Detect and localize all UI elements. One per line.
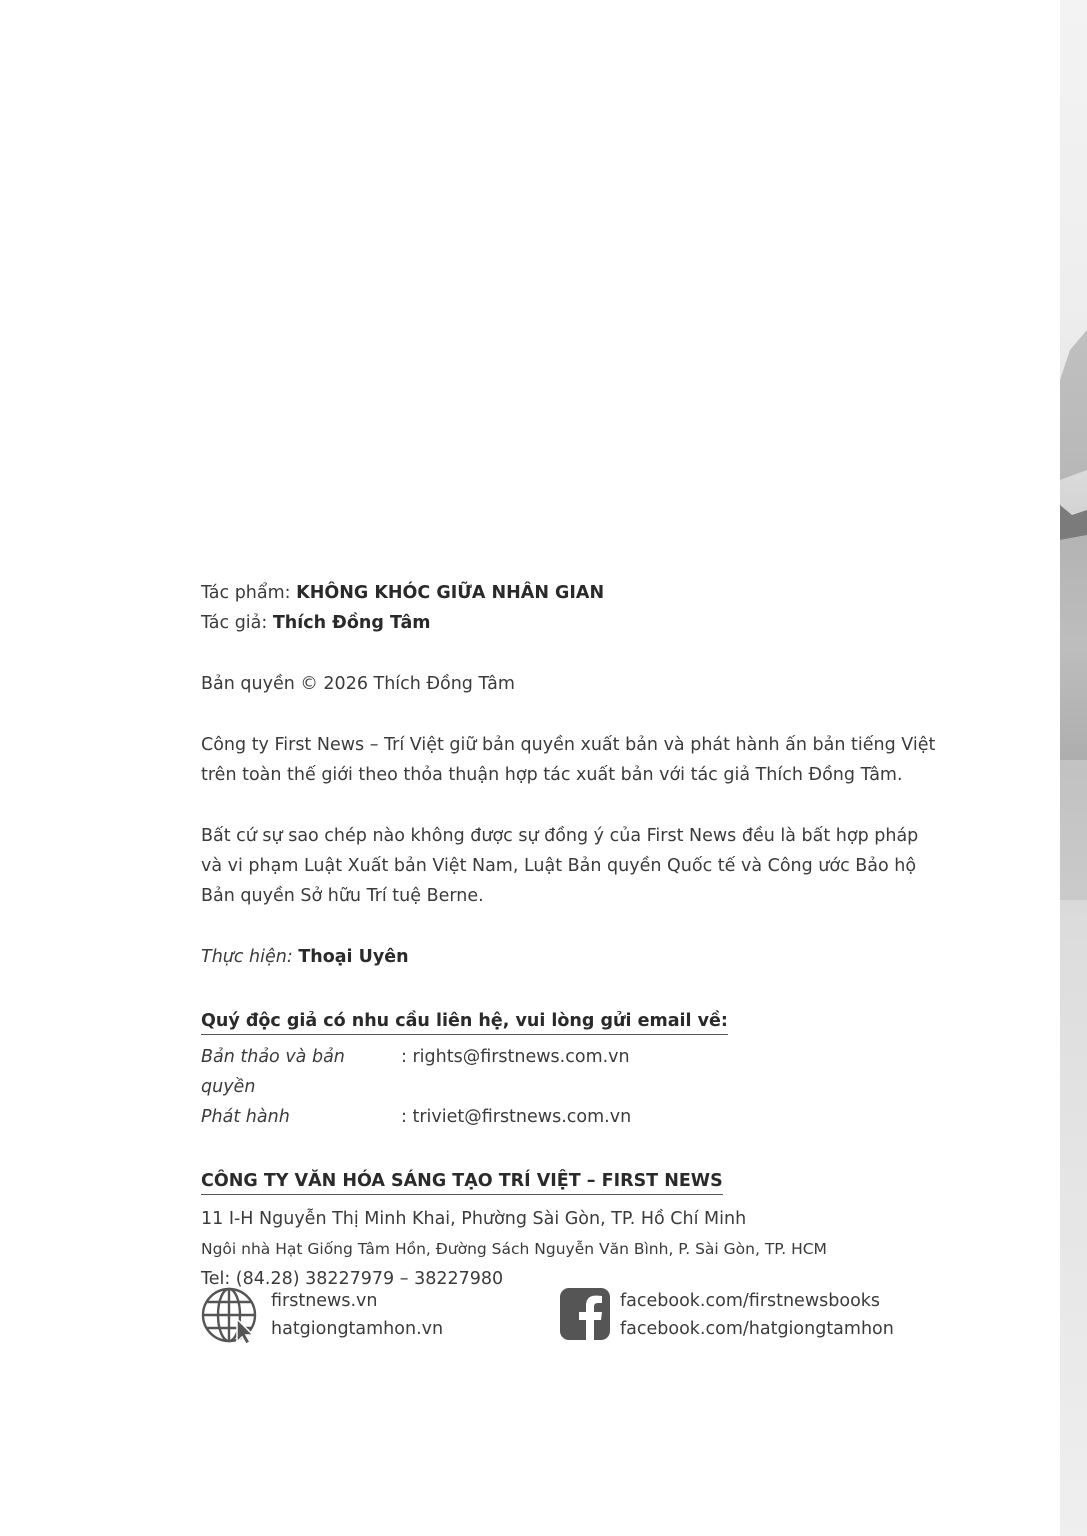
contact-email[interactable]: : triviet@firstnews.com.vn bbox=[401, 1107, 632, 1127]
contact-label: Bản thảo và bản quyền bbox=[201, 1047, 345, 1097]
warning-line-3: Bản quyền Sở hữu Trí tuệ Berne. bbox=[201, 886, 484, 906]
website-link[interactable]: firstnews.vn bbox=[271, 1291, 378, 1311]
author-label: Tác giả: bbox=[201, 613, 273, 633]
copyright-page-text bbox=[201, 578, 936, 1294]
company-address: 11 I-H Nguyễn Thị Minh Khai, Phường Sài Gòn, TP. Hồ Chí Minh bbox=[201, 1209, 747, 1229]
facebook-group bbox=[560, 1286, 894, 1343]
producer-name: Thoại Uyên bbox=[298, 947, 409, 967]
globe-cursor-icon bbox=[201, 1286, 259, 1344]
web-links bbox=[201, 1286, 921, 1346]
company-heading: CÔNG TY VĂN HÓA SÁNG TẠO TRÍ VIỆT – FIRST NEWS bbox=[201, 1168, 723, 1195]
producer-line bbox=[201, 942, 921, 972]
website-group bbox=[201, 1286, 443, 1344]
author-name: Thích Đồng Tâm bbox=[272, 613, 431, 633]
contact-row bbox=[201, 1042, 921, 1102]
cover-edge-image bbox=[1060, 0, 1087, 1536]
contact-label: Phát hành bbox=[201, 1107, 290, 1127]
facebook-link[interactable]: facebook.com/firstnewsbooks bbox=[620, 1291, 881, 1311]
work-line bbox=[201, 578, 921, 608]
company-tel: Tel: (84.28) 38227979 – 38227980 bbox=[201, 1269, 504, 1289]
rights-line-2: trên toàn thế giới theo thỏa thuận hợp tác xuất bản với tác giả Thích Đồng Tâm. bbox=[201, 765, 903, 785]
warning-line-1: Bất cứ sự sao chép nào không được sự đồng ý của First News đều là bất hợp pháp bbox=[201, 826, 919, 846]
author-line bbox=[201, 608, 921, 638]
facebook-icon bbox=[560, 1286, 610, 1340]
work-title: KHÔNG KHÓC GIỮA NHÂN GIAN bbox=[296, 583, 605, 603]
rights-line-1: Công ty First News – Trí Việt giữ bản quyền xuất bản và phát hành ấn bản tiếng Việt bbox=[201, 735, 936, 755]
copyright-line: Bản quyền © 2026 Thích Đồng Tâm bbox=[201, 674, 515, 694]
contact-heading: Quý độc giả có nhu cầu liên hệ, vui lòng gửi email về: bbox=[201, 1008, 728, 1035]
work-label: Tác phẩm: bbox=[201, 583, 297, 603]
producer-label: Thực hiện: bbox=[201, 947, 299, 967]
facebook-link[interactable]: facebook.com/hatgiongtamhon bbox=[620, 1319, 894, 1339]
contact-row bbox=[201, 1102, 921, 1132]
company-bookstore: Ngôi nhà Hạt Giống Tâm Hồn, Đường Sách Nguyễn Văn Bình, P. Sài Gòn, TP. HCM bbox=[201, 1240, 827, 1258]
website-link[interactable]: hatgiongtamhon.vn bbox=[271, 1319, 444, 1339]
contact-email[interactable]: : rights@firstnews.com.vn bbox=[401, 1047, 630, 1067]
warning-line-2: và vi phạm Luật Xuất bản Việt Nam, Luật Bản quyền Quốc tế và Công ước Bảo hộ bbox=[201, 856, 917, 876]
